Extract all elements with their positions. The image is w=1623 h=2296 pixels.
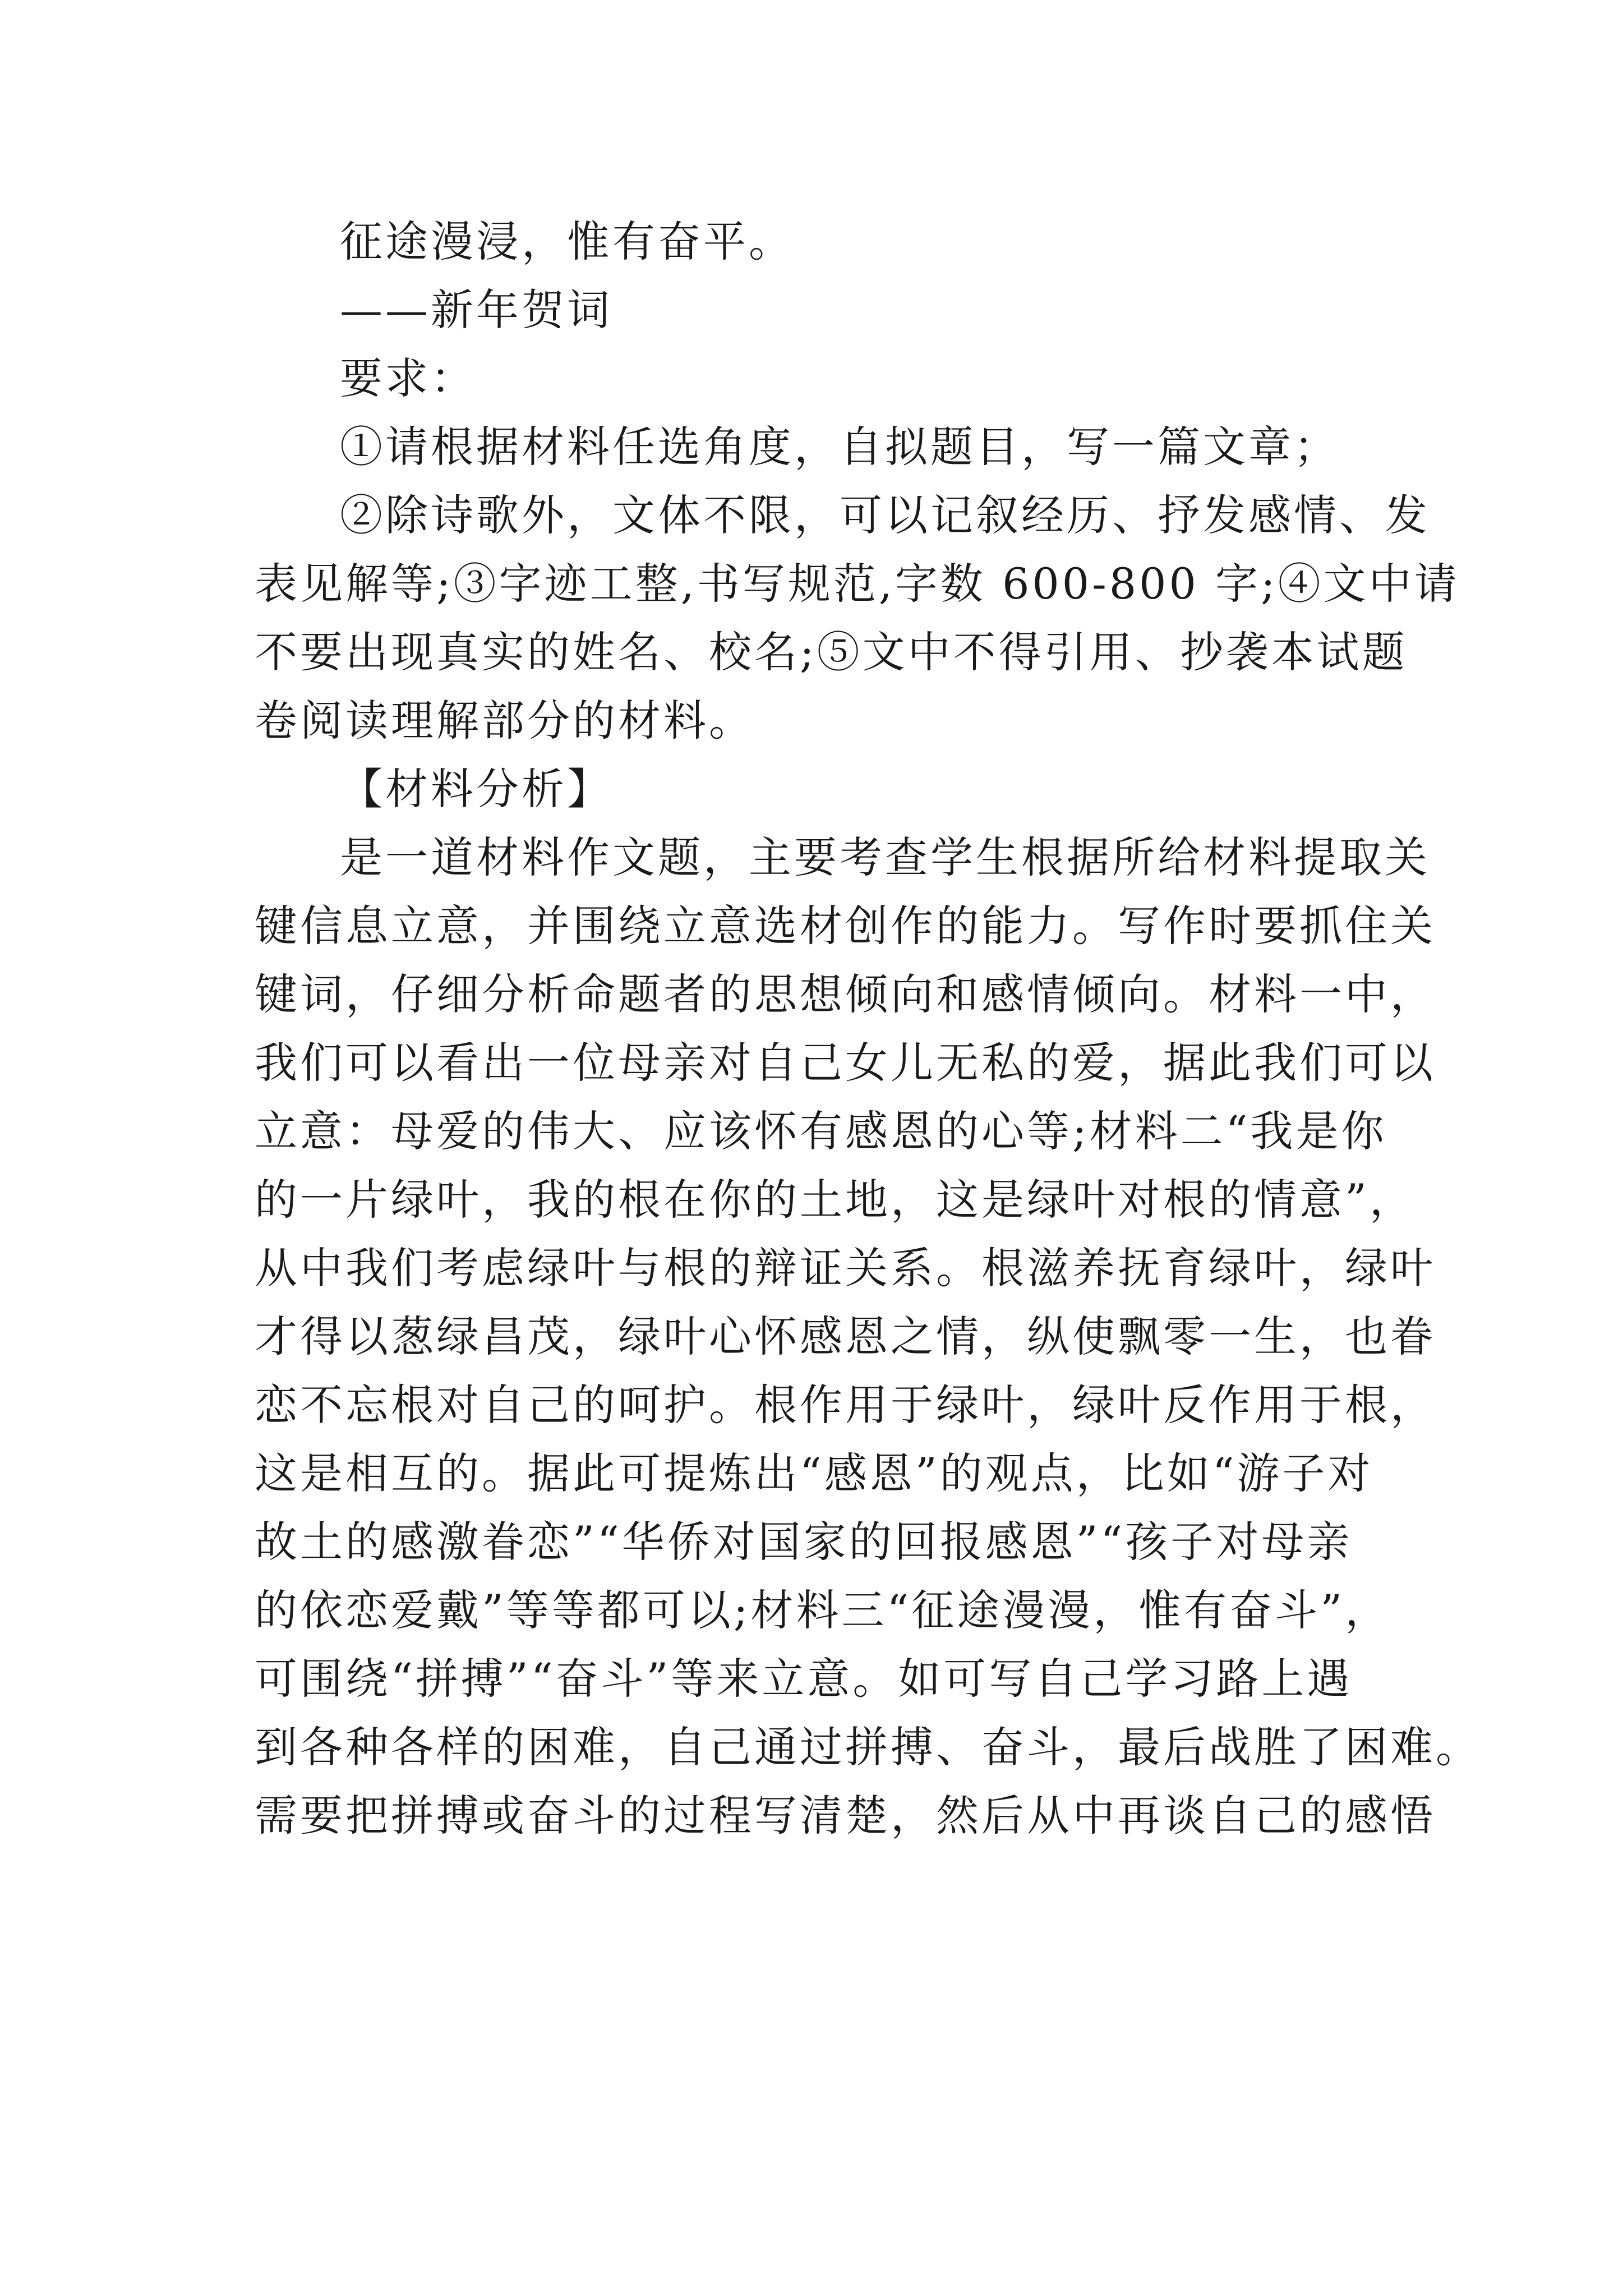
requirement-continuation: 不要出现真实的姓名、校名;⑤文中不得引用、抄袭本试题 [255, 627, 1408, 677]
analysis-paragraph-line: 可围绕“拼搏”“奋斗”等来立意。如可写自己学习路上遇 [255, 1654, 1353, 1704]
document-body [255, 208, 1481, 1850]
analysis-paragraph-line: 故土的感激眷恋”“华侨对国家的回报感恩”“孩子对母亲 [255, 1517, 1353, 1567]
analysis-paragraph-line: 我们可以看出一位母亲对自己女儿无私的爱，据此我们可以 [255, 1038, 1436, 1088]
analysis-paragraph-line: 的依恋爱戴”等等都可以;材料三“征途漫漫，惟有奋斗”， [255, 1585, 1391, 1635]
quote-line: 征途漫浸，惟有奋平。 [340, 217, 794, 266]
analysis-paragraph-line: 是一道材料作文题，主要考查学生根据所给材料提取关 [340, 832, 1430, 882]
quote-attribution: ——新年贺词 [340, 285, 612, 335]
requirement-continuation: 表见解等;③字迹工整,书写规范,字数 600-800 字;④文中请 [255, 559, 1460, 609]
requirement-item-1: ①请根据材料任选角度，自拟题目，写一篇文章； [340, 422, 1339, 472]
analysis-paragraph-line: 需要把拼搏或奋斗的过程写清楚，然后从中再谈自己的感悟 [255, 1791, 1436, 1841]
analysis-paragraph-line: 立意：母爱的伟大、应该怀有感恩的心等;材料二“我是你 [255, 1106, 1387, 1156]
requirement-item-2: ②除诗歌外，文体不限，可以记叙经历、抒发感情、发 [340, 490, 1430, 540]
analysis-paragraph-line: 的一片绿叶，我的根在你的土地，这是绿叶对根的情意”， [255, 1175, 1415, 1225]
analysis-heading: 【材料分析】 [340, 764, 612, 814]
requirements-heading: 要求： [340, 353, 476, 403]
analysis-paragraph-line: 键信息立意，并围绕立意选材创作的能力。写作时要抓住关 [255, 901, 1436, 951]
analysis-paragraph-line: 从中我们考虑绿叶与根的辩证关系。根滋养抚育绿叶，绿叶 [255, 1243, 1436, 1293]
analysis-paragraph-line: 键词，仔细分析命题者的思想倾向和感情倾向。材料一中， [255, 969, 1436, 1019]
analysis-paragraph-line: 才得以葱绿昌茂，绿叶心怀感恩之情，纵使飘零一生，也眷 [255, 1312, 1436, 1361]
analysis-paragraph-line: 到各种各样的困难，自己通过拼搏、奋斗，最后战胜了困难。 [255, 1722, 1481, 1772]
analysis-paragraph-line: 恋不忘根对自己的呵护。根作用于绿叶，绿叶反作用于根， [255, 1380, 1436, 1430]
requirement-continuation: 卷阅读理解部分的材料。 [255, 696, 754, 746]
analysis-paragraph-line: 这是相互的。据此可提炼出“感恩”的观点，比如“游子对 [255, 1448, 1373, 1498]
